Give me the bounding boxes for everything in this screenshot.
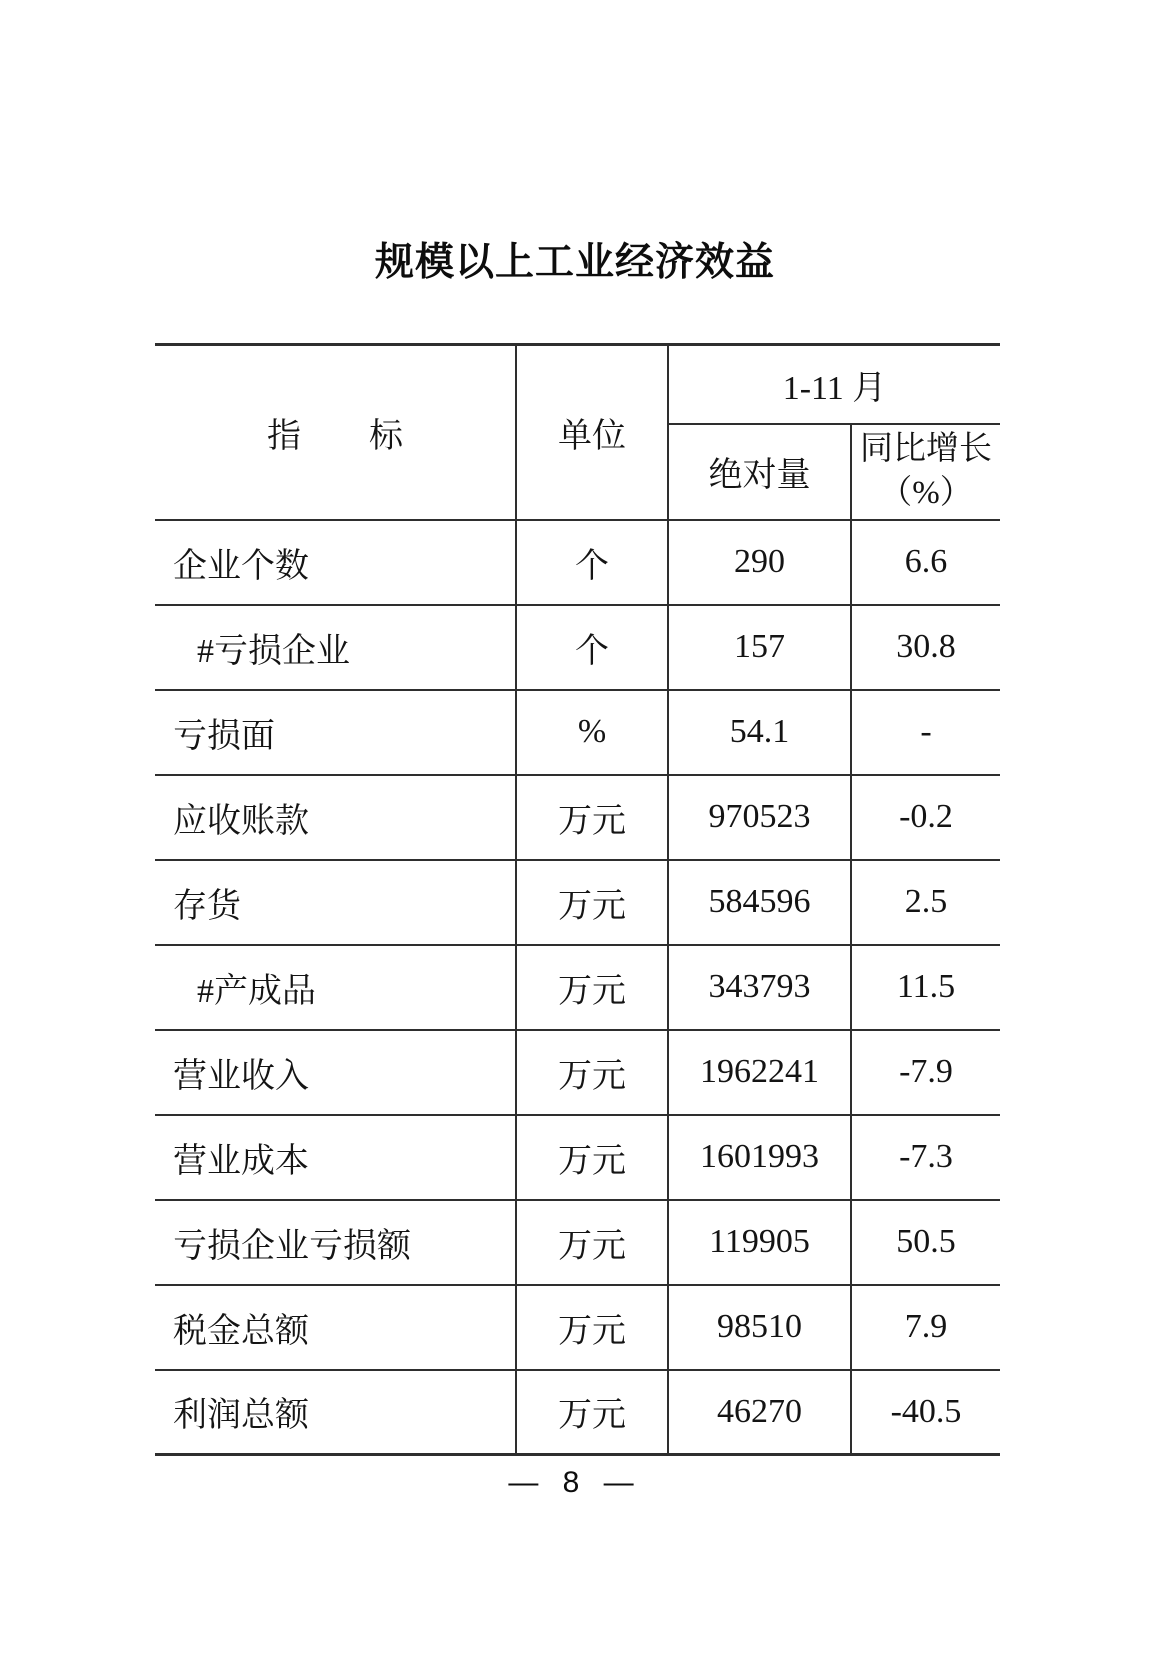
header-absolute: 绝对量 bbox=[668, 424, 851, 520]
cell-unit: 万元 bbox=[516, 1030, 668, 1115]
header-period: 1-11 月 bbox=[668, 345, 1000, 424]
cell-yoy: 50.5 bbox=[851, 1200, 1000, 1285]
document-title: 规模以上工业经济效益 bbox=[374, 241, 775, 284]
cell-indicator: 企业个数 bbox=[155, 520, 516, 605]
cell-yoy: -7.3 bbox=[851, 1115, 1000, 1200]
cell-indicator: 应收账款 bbox=[155, 775, 516, 860]
cell-yoy: 30.8 bbox=[851, 605, 1000, 690]
header-row-top bbox=[155, 345, 1000, 424]
cell-absolute: 157 bbox=[668, 605, 851, 690]
cell-absolute: 98510 bbox=[668, 1285, 851, 1370]
header-indicator: 指 标 bbox=[155, 345, 516, 520]
cell-unit: 个 bbox=[516, 520, 668, 605]
cell-indicator: #产成品 bbox=[155, 945, 516, 1030]
page-number: — 8 — bbox=[508, 1466, 642, 1499]
header-yoy-label: 同比增长 bbox=[860, 430, 992, 467]
header-unit: 单位 bbox=[516, 345, 668, 520]
table-header bbox=[155, 345, 1000, 520]
cell-absolute: 584596 bbox=[668, 860, 851, 945]
table-row bbox=[155, 1285, 1000, 1370]
table-row bbox=[155, 945, 1000, 1030]
cell-indicator: 营业成本 bbox=[155, 1115, 516, 1200]
cell-indicator: #亏损企业 bbox=[155, 605, 516, 690]
cell-unit: % bbox=[516, 690, 668, 775]
cell-absolute: 1601993 bbox=[668, 1115, 851, 1200]
table-row bbox=[155, 775, 1000, 860]
table-row bbox=[155, 1200, 1000, 1285]
cell-unit: 万元 bbox=[516, 1370, 668, 1455]
cell-yoy: 11.5 bbox=[851, 945, 1000, 1030]
cell-yoy: 6.6 bbox=[851, 520, 1000, 605]
cell-unit: 万元 bbox=[516, 1200, 668, 1285]
cell-yoy: -0.2 bbox=[851, 775, 1000, 860]
cell-absolute: 343793 bbox=[668, 945, 851, 1030]
cell-unit: 万元 bbox=[516, 1115, 668, 1200]
cell-unit: 万元 bbox=[516, 860, 668, 945]
table-row bbox=[155, 1030, 1000, 1115]
cell-absolute: 290 bbox=[668, 520, 851, 605]
cell-yoy: -40.5 bbox=[851, 1370, 1000, 1455]
cell-yoy: 7.9 bbox=[851, 1285, 1000, 1370]
cell-indicator: 亏损企业亏损额 bbox=[155, 1200, 516, 1285]
table-row bbox=[155, 1370, 1000, 1455]
table-row bbox=[155, 690, 1000, 775]
header-yoy bbox=[851, 424, 1000, 520]
cell-absolute: 1962241 bbox=[668, 1030, 851, 1115]
cell-unit: 个 bbox=[516, 605, 668, 690]
table-row bbox=[155, 860, 1000, 945]
cell-indicator: 利润总额 bbox=[155, 1370, 516, 1455]
cell-unit: 万元 bbox=[516, 775, 668, 860]
cell-unit: 万元 bbox=[516, 945, 668, 1030]
cell-absolute: 119905 bbox=[668, 1200, 851, 1285]
economic-benefits-table bbox=[155, 343, 1000, 1456]
cell-yoy: 2.5 bbox=[851, 860, 1000, 945]
table-row bbox=[155, 605, 1000, 690]
cell-absolute: 970523 bbox=[668, 775, 851, 860]
cell-absolute: 46270 bbox=[668, 1370, 851, 1455]
table-body bbox=[155, 520, 1000, 1455]
cell-yoy: - bbox=[851, 690, 1000, 775]
cell-indicator: 亏损面 bbox=[155, 690, 516, 775]
cell-unit: 万元 bbox=[516, 1285, 668, 1370]
table-row bbox=[155, 520, 1000, 605]
cell-indicator: 营业收入 bbox=[155, 1030, 516, 1115]
cell-yoy: -7.9 bbox=[851, 1030, 1000, 1115]
cell-indicator: 存货 bbox=[155, 860, 516, 945]
cell-absolute: 54.1 bbox=[668, 690, 851, 775]
cell-indicator: 税金总额 bbox=[155, 1285, 516, 1370]
header-yoy-unit: （%） bbox=[879, 474, 973, 511]
table-row bbox=[155, 1115, 1000, 1200]
